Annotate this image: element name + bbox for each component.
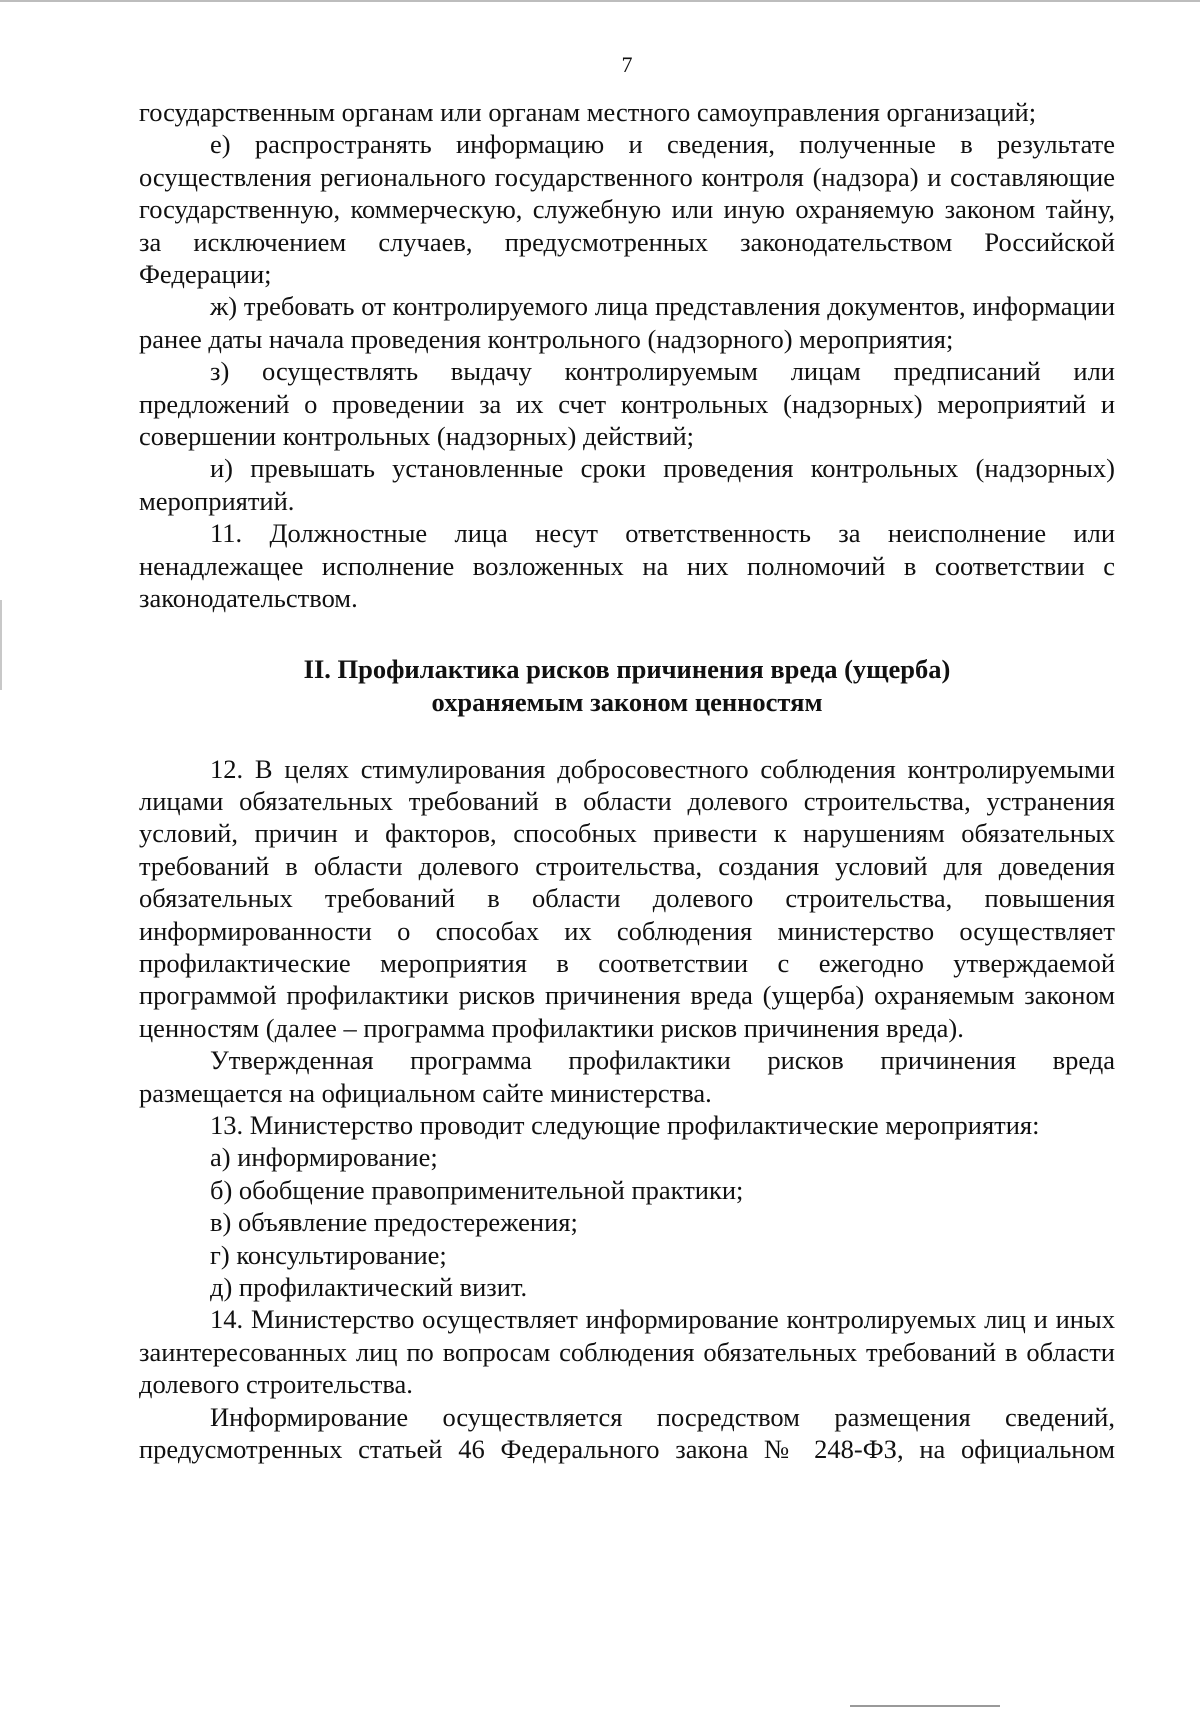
paragraph-14: 14. Министерство осуществляет информирование контролируемых лиц и иных заинтересованных лиц по вопросам соблюдения обязательных требований в области долевого строительства. <box>139 1304 1115 1400</box>
paragraph-continuation: государственным органам или органам местного самоуправления организаций; <box>139 97 1037 127</box>
list-item-a: а) информирование; <box>210 1142 438 1173</box>
paragraph-12: 12. В целях стимулирования добросовестного соблюдения контролируемыми лицами обязательных требований в области долевого строительства, устранения условий, причин и факторов, способных привести к нарушениям обязательных требований в области долевого строительства, создания условий для доведения обязательных требований в области долевого строительства, повышения информированности о способах их соблюдения министерство осуществляет профилактические мероприятия в соответствии с ежегодно утверждаемой программой профилактики рисков причинения вреда (ущерба) охраняемым законом ценностям (далее – программа профилактики рисков причинения вреда). <box>139 753 1115 1043</box>
paragraph-item-z: з) осуществлять выдачу контролируемым лицам предписаний или предложений о проведении за их счет контрольных (надзорных) мероприятий и совершении контрольных (надзорных) действий; <box>139 356 1115 452</box>
scan-edge-top <box>0 0 1200 2</box>
scan-edge-bottom <box>850 1705 1000 1707</box>
paragraph-item-zh: ж) требовать от контролируемого лица представления документов, информации ранее даты начала проведения контрольного (надзорного) мероприятия; <box>139 291 1115 354</box>
section-heading-line-2: охраняемым законом ценностям <box>431 686 823 717</box>
paragraph-item-i: и) превышать установленные сроки проведения контрольных (надзорных) мероприятий. <box>139 453 1115 516</box>
paragraph-13: 13. Министерство проводит следующие профилактические мероприятия: <box>210 1109 1040 1140</box>
list-item-v: в) объявление предостережения; <box>210 1207 578 1238</box>
paragraph-informing: Информирование осуществляется посредством размещения сведений, предусмотренных статьей 46 Федерального закона № 248-ФЗ, на официальном <box>139 1401 1115 1465</box>
document-body <box>139 96 1115 1465</box>
paragraph-program-approved: Утвержденная программа профилактики рисков причинения вреда размещается на официальном сайте министерства. <box>139 1045 1115 1108</box>
list-item-b: б) обобщение правоприменительной практики; <box>210 1174 744 1205</box>
page-number: 7 <box>621 52 633 77</box>
list-item-g: г) консультирование; <box>210 1239 447 1270</box>
paragraph-item-e: е) распространять информацию и сведения, полученные в результате осуществления регионального государственного контроля (надзора) и составляющие государственную, коммерческую, служебную или иную охраняемую законом тайну, за исключением случаев, предусмотренных законодательством Российской Федерации; <box>139 129 1115 290</box>
scan-edge-left <box>0 600 2 690</box>
section-heading-line-1: II. Профилактика рисков причинения вреда (ущерба) <box>303 653 951 684</box>
list-item-d: д) профилактический визит. <box>210 1272 528 1302</box>
paragraph-11: 11. Должностные лица несут ответственность за неисполнение или ненадлежащее исполнение возложенных на них полномочий в соответствии с законодательством. <box>139 518 1115 614</box>
section-heading <box>139 653 1115 719</box>
